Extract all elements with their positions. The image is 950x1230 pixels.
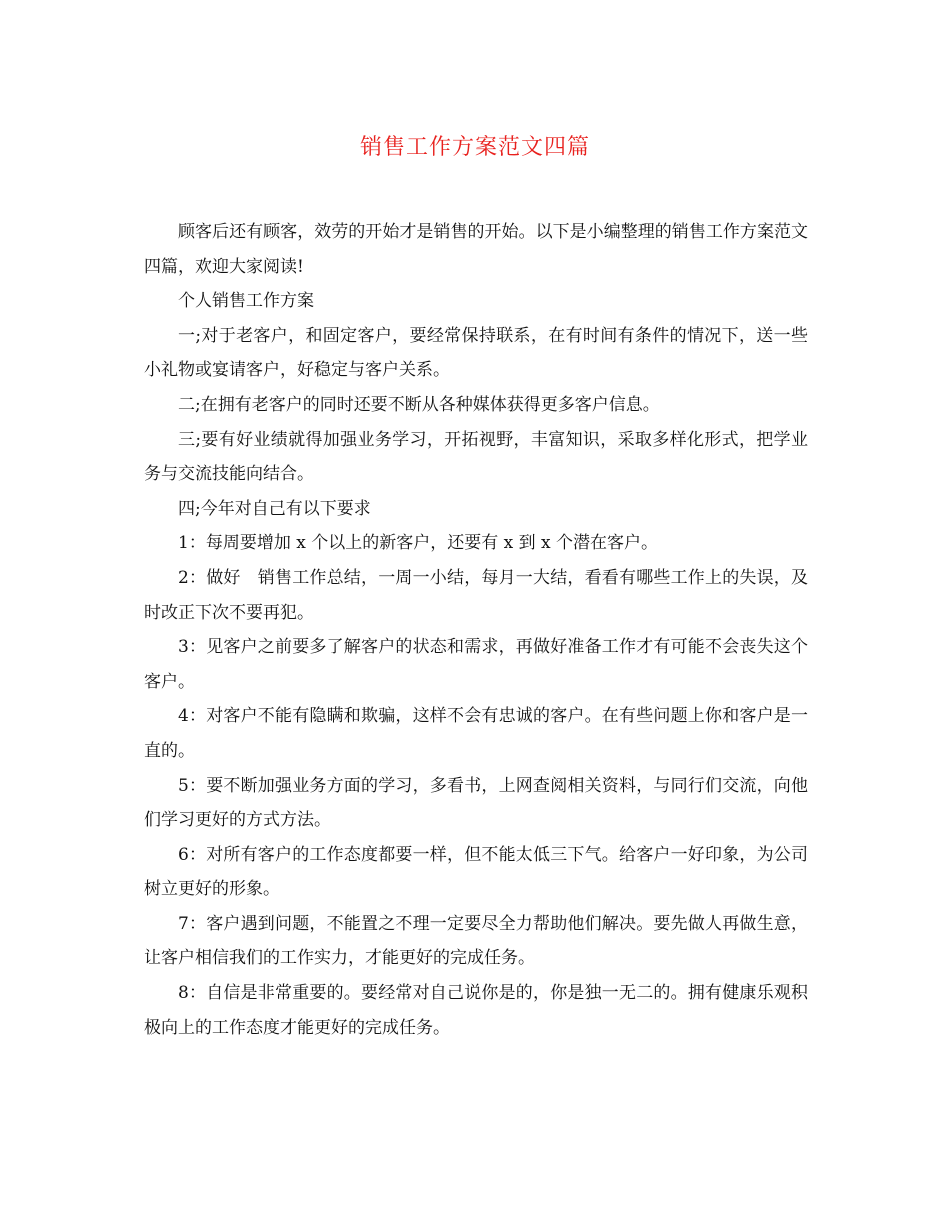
section-heading: 个人销售工作方案: [178, 291, 314, 312]
requirement-item-4: 4：对客户不能有隐瞒和欺骗，这样不会有忠诚的客户。在有些问题上你和客户是一直的。: [144, 706, 808, 761]
requirement-item-1: 1：每周要增加 x 个以上的新客户，还要有 x 到 x 个潜在客户。: [178, 533, 658, 554]
requirement-item-5: 5：要不断加强业务方面的学习，多看书，上网查阅相关资料，与同行们交流，向他们学习更好的方式方法。: [144, 775, 808, 831]
paragraph-point-3: 三;要有好业绩就得加强业务学习，开拓视野，丰富知识，采取多样化形式，把学业务与交流技能向结合。: [144, 429, 808, 485]
document-body: [144, 215, 808, 1045]
requirement-item-2: 2：做好 销售工作总结，一周一小结，每月一大结，看看有哪些工作上的失误，及时改正下次不要再犯。: [144, 567, 808, 623]
document-title: 销售工作方案范文四篇: [359, 135, 590, 160]
paragraph-point-1: 一;对于老客户，和固定客户，要经常保持联系，在有时间有条件的情况下，送一些小礼物或宴请客户，好稳定与客户关系。: [144, 325, 808, 381]
requirement-item-7: 7：客户遇到问题，不能置之不理一定要尽全力帮助他们解决。要先做人再做生意，让客户相信我们的工作实力，才能更好的完成任务。: [144, 913, 808, 969]
paragraph-point-4: 四;今年对自己有以下要求: [178, 498, 371, 519]
requirement-item-8: 8：自信是非常重要的。要经常对自己说你是的，你是独一无二的。拥有健康乐观积极向上的工作态度才能更好的完成任务。: [144, 983, 808, 1038]
paragraph-point-2: 二;在拥有老客户的同时还要不断从各种媒体获得更多客户信息。: [178, 394, 660, 415]
requirement-item-6: 6：对所有客户的工作态度都要一样，但不能太低三下气。给客户一好印象，为公司树立更好的形象。: [144, 844, 808, 900]
requirement-item-3: 3：见客户之前要多了解客户的状态和需求，再做好准备工作才有可能不会丧失这个客户。: [144, 637, 808, 692]
paragraph-intro: 顾客后还有顾客，效劳的开始才是销售的开始。以下是小编整理的销售工作方案范文四篇，欢迎大家阅读!: [144, 222, 808, 277]
